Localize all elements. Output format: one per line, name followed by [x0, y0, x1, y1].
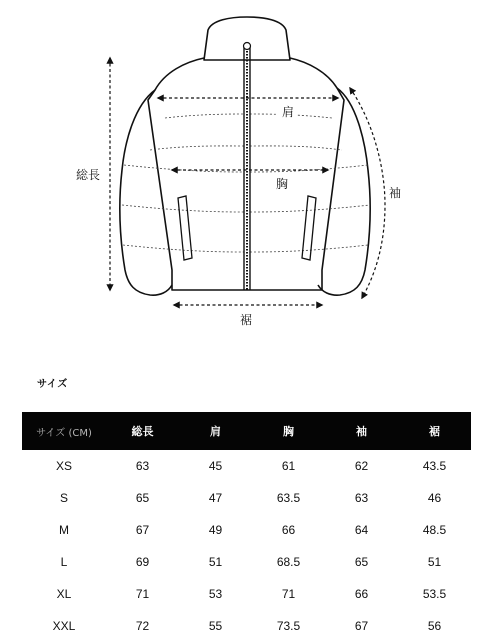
cell-chest: 61: [281, 459, 296, 473]
cell-total-length: 63: [135, 459, 150, 473]
header-sleeve: 袖: [325, 412, 398, 450]
table-row: [22, 610, 471, 642]
cell-hem: 43.5: [422, 459, 447, 473]
measurement-labels: [76, 104, 401, 327]
cell-chest: 63.5: [276, 491, 301, 505]
header-total-length: 総長: [106, 412, 179, 450]
cell-sleeve: 62: [354, 459, 369, 473]
sleeve-arrow: [350, 88, 385, 298]
cell-sleeve: 63: [354, 491, 369, 505]
cell-chest: 66: [281, 523, 296, 537]
cell-chest: 71: [281, 587, 296, 601]
size-table-header: [22, 412, 471, 450]
cell-size: S: [59, 491, 68, 505]
label-hem: 裾: [240, 313, 253, 327]
cell-hem: 48.5: [422, 523, 447, 537]
header-shoulder: 肩: [179, 412, 252, 450]
table-row: [22, 546, 471, 578]
cell-hem: 56: [427, 619, 442, 633]
cell-size: XS: [55, 459, 72, 473]
cell-shoulder: 51: [208, 555, 223, 569]
zipper: [244, 43, 251, 291]
cell-total-length: 67: [135, 523, 150, 537]
cell-total-length: 72: [135, 619, 150, 633]
cell-size: XL: [56, 587, 72, 601]
table-row: [22, 450, 471, 482]
size-section-title: サイズ: [37, 379, 68, 390]
jacket-outline: [120, 17, 370, 295]
cell-size: XXL: [52, 619, 76, 633]
cell-chest: 68.5: [276, 555, 301, 569]
cell-size: M: [59, 523, 69, 537]
table-row: [22, 578, 471, 610]
cell-shoulder: 49: [208, 523, 223, 537]
cell-sleeve: 66: [354, 587, 369, 601]
header-hem: 裾: [398, 412, 471, 450]
label-shoulder: 肩: [282, 105, 295, 119]
label-sleeve: 袖: [389, 186, 402, 200]
header-chest: 胸: [252, 412, 325, 450]
cell-chest: 73.5: [276, 619, 301, 633]
table-row: [22, 514, 471, 546]
size-table-body: [22, 450, 471, 642]
cell-shoulder: 47: [208, 491, 223, 505]
cell-shoulder: 55: [208, 619, 223, 633]
cell-hem: 46: [427, 491, 442, 505]
cell-sleeve: 65: [354, 555, 369, 569]
cell-total-length: 71: [135, 587, 150, 601]
cell-sleeve: 64: [354, 523, 369, 537]
cell-sleeve: 67: [354, 619, 369, 633]
cell-total-length: 69: [135, 555, 150, 569]
table-row: [22, 482, 471, 514]
cell-hem: 51: [427, 555, 442, 569]
header-size: サイズ (CM): [22, 412, 106, 450]
size-chart-table: [22, 412, 471, 642]
cell-hem: 53.5: [422, 587, 447, 601]
cell-size: L: [60, 555, 68, 569]
cell-shoulder: 45: [208, 459, 223, 473]
cell-total-length: 65: [135, 491, 150, 505]
cell-shoulder: 53: [208, 587, 223, 601]
label-chest: 胸: [276, 177, 289, 191]
label-total-length: 総長: [76, 168, 101, 182]
